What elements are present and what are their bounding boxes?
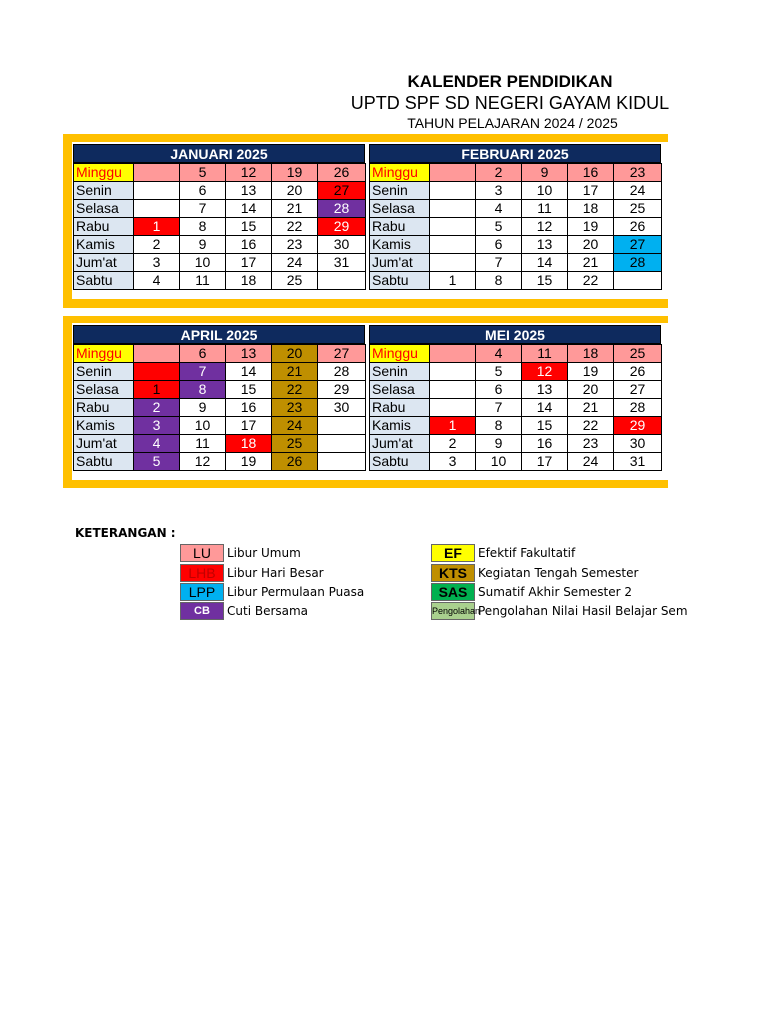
week-row xyxy=(370,453,662,471)
week-row xyxy=(74,417,366,435)
legend-label: Kegiatan Tengah Semester xyxy=(478,565,639,580)
date-cell: 28 xyxy=(614,254,662,272)
date-cell xyxy=(430,345,476,363)
week-row xyxy=(370,236,662,254)
date-cell xyxy=(134,345,180,363)
legend-item xyxy=(431,543,575,562)
school-name: UPTD SPF SD NEGERI GAYAM KIDUL xyxy=(350,93,670,113)
date-cell: 14 xyxy=(522,399,568,417)
date-cell: 2 xyxy=(430,435,476,453)
legend-swatch: CB xyxy=(180,602,224,620)
legend-item xyxy=(180,563,324,582)
date-cell: 12 xyxy=(226,164,272,182)
date-cell: 8 xyxy=(180,381,226,399)
week-row xyxy=(370,182,662,200)
calendar-january xyxy=(73,144,365,290)
date-cell xyxy=(134,363,180,381)
date-cell xyxy=(134,200,180,218)
date-cell: 10 xyxy=(180,417,226,435)
day-label: Rabu xyxy=(74,218,134,236)
month-grid xyxy=(73,344,366,471)
date-cell: 3 xyxy=(134,417,180,435)
date-cell: 26 xyxy=(318,164,366,182)
week-row xyxy=(370,200,662,218)
date-cell: 22 xyxy=(568,272,614,290)
date-cell xyxy=(430,254,476,272)
date-cell: 19 xyxy=(226,453,272,471)
day-label: Jum'at xyxy=(74,254,134,272)
day-label: Sabtu xyxy=(74,453,134,471)
week-row xyxy=(74,200,366,218)
day-label: Senin xyxy=(74,182,134,200)
date-cell: 5 xyxy=(134,453,180,471)
date-cell: 14 xyxy=(226,200,272,218)
day-label: Senin xyxy=(370,363,430,381)
date-cell: 1 xyxy=(430,272,476,290)
date-cell: 14 xyxy=(522,254,568,272)
date-cell: 18 xyxy=(568,200,614,218)
date-cell: 11 xyxy=(522,345,568,363)
date-cell: 22 xyxy=(568,417,614,435)
date-cell: 13 xyxy=(522,236,568,254)
date-cell: 8 xyxy=(476,272,522,290)
date-cell: 23 xyxy=(568,435,614,453)
date-cell: 21 xyxy=(568,254,614,272)
date-cell: 30 xyxy=(318,399,366,417)
date-cell: 29 xyxy=(318,218,366,236)
month-header: FEBRUARI 2025 xyxy=(369,144,661,163)
date-cell xyxy=(430,218,476,236)
date-cell: 6 xyxy=(180,345,226,363)
date-cell xyxy=(318,435,366,453)
date-cell xyxy=(318,417,366,435)
date-cell: 25 xyxy=(272,272,318,290)
legend-title: KETERANGAN : xyxy=(75,526,176,540)
week-row xyxy=(74,182,366,200)
date-cell: 7 xyxy=(476,399,522,417)
week-row xyxy=(74,399,366,417)
date-cell xyxy=(430,381,476,399)
date-cell: 12 xyxy=(522,363,568,381)
day-label: Jum'at xyxy=(74,435,134,453)
legend-swatch: EF xyxy=(431,544,475,562)
date-cell: 15 xyxy=(522,417,568,435)
legend-item xyxy=(431,601,688,620)
date-cell: 4 xyxy=(134,272,180,290)
week-row xyxy=(370,381,662,399)
date-cell: 8 xyxy=(476,417,522,435)
legend-swatch: KTS xyxy=(431,564,475,582)
date-cell: 10 xyxy=(476,453,522,471)
date-cell: 17 xyxy=(568,182,614,200)
date-cell: 14 xyxy=(226,363,272,381)
date-cell: 31 xyxy=(614,453,662,471)
date-cell: 21 xyxy=(272,200,318,218)
month-grid xyxy=(369,344,662,471)
date-cell: 4 xyxy=(134,435,180,453)
date-cell: 16 xyxy=(226,399,272,417)
day-label: Rabu xyxy=(370,218,430,236)
date-cell: 24 xyxy=(568,453,614,471)
week-row xyxy=(370,435,662,453)
week-row xyxy=(370,363,662,381)
date-cell: 13 xyxy=(226,345,272,363)
date-cell xyxy=(430,363,476,381)
date-cell: 25 xyxy=(272,435,318,453)
date-cell: 7 xyxy=(180,200,226,218)
date-cell: 1 xyxy=(134,381,180,399)
academic-year: TAHUN PELAJARAN 2024 / 2025 xyxy=(407,115,618,131)
date-cell: 6 xyxy=(476,381,522,399)
day-label: Kamis xyxy=(74,236,134,254)
day-label: Selasa xyxy=(370,200,430,218)
legend-item xyxy=(431,563,638,582)
day-label: Minggu xyxy=(370,164,430,182)
day-label: Jum'at xyxy=(370,254,430,272)
day-label: Rabu xyxy=(370,399,430,417)
date-cell: 26 xyxy=(614,218,662,236)
date-cell: 16 xyxy=(226,236,272,254)
date-cell: 3 xyxy=(430,453,476,471)
date-cell: 21 xyxy=(568,399,614,417)
legend-item xyxy=(431,582,632,601)
date-cell: 15 xyxy=(226,381,272,399)
day-label: Minggu xyxy=(74,345,134,363)
date-cell xyxy=(318,272,366,290)
date-cell: 4 xyxy=(476,345,522,363)
date-cell: 3 xyxy=(134,254,180,272)
date-cell: 12 xyxy=(522,218,568,236)
legend-label: Pengolahan Nilai Hasil Belajar Sem xyxy=(478,603,688,618)
date-cell: 16 xyxy=(522,435,568,453)
date-cell xyxy=(430,164,476,182)
week-row xyxy=(74,254,366,272)
week-row xyxy=(370,254,662,272)
date-cell: 5 xyxy=(476,218,522,236)
date-cell: 26 xyxy=(272,453,318,471)
date-cell: 19 xyxy=(568,218,614,236)
date-cell: 9 xyxy=(180,236,226,254)
legend-label: Libur Permulaan Puasa xyxy=(227,584,365,599)
date-cell: 24 xyxy=(272,417,318,435)
legend-swatch: LHB xyxy=(180,564,224,582)
date-cell xyxy=(134,182,180,200)
date-cell xyxy=(430,236,476,254)
date-cell: 2 xyxy=(134,399,180,417)
week-row xyxy=(370,218,662,236)
day-label: Kamis xyxy=(370,236,430,254)
date-cell: 11 xyxy=(180,435,226,453)
date-cell: 16 xyxy=(568,164,614,182)
date-cell: 27 xyxy=(318,182,366,200)
week-row xyxy=(74,272,366,290)
legend-swatch: SAS xyxy=(431,583,475,601)
calendar-may xyxy=(369,325,661,471)
month-grid xyxy=(369,163,662,290)
date-cell: 5 xyxy=(180,164,226,182)
date-cell: 23 xyxy=(272,399,318,417)
date-cell: 1 xyxy=(430,417,476,435)
date-cell: 20 xyxy=(272,182,318,200)
week-row xyxy=(74,381,366,399)
date-cell: 19 xyxy=(568,363,614,381)
week-row xyxy=(370,272,662,290)
date-cell: 1 xyxy=(134,218,180,236)
day-label: Senin xyxy=(370,182,430,200)
month-grid xyxy=(73,163,366,290)
day-label: Kamis xyxy=(370,417,430,435)
date-cell: 28 xyxy=(318,363,366,381)
calendar-february xyxy=(369,144,661,290)
date-cell: 24 xyxy=(272,254,318,272)
date-cell xyxy=(134,164,180,182)
week-row xyxy=(74,363,366,381)
week-row xyxy=(74,435,366,453)
week-row xyxy=(370,345,662,363)
date-cell: 6 xyxy=(476,236,522,254)
date-cell xyxy=(318,453,366,471)
date-cell: 4 xyxy=(476,200,522,218)
page-title: KALENDER PENDIDIKAN xyxy=(407,72,613,91)
date-cell: 29 xyxy=(614,417,662,435)
week-row xyxy=(74,164,366,182)
date-cell: 12 xyxy=(180,453,226,471)
date-cell: 27 xyxy=(318,345,366,363)
day-label: Selasa xyxy=(74,200,134,218)
date-cell: 23 xyxy=(272,236,318,254)
date-cell: 17 xyxy=(226,417,272,435)
date-cell: 3 xyxy=(476,182,522,200)
calendar-april xyxy=(73,325,365,471)
legend-label: Libur Hari Besar xyxy=(227,565,324,580)
date-cell: 6 xyxy=(180,182,226,200)
date-cell: 15 xyxy=(226,218,272,236)
date-cell: 21 xyxy=(272,363,318,381)
week-row xyxy=(74,236,366,254)
date-cell: 28 xyxy=(614,399,662,417)
legend-item xyxy=(180,582,364,601)
date-cell: 27 xyxy=(614,381,662,399)
day-label: Sabtu xyxy=(370,272,430,290)
date-cell: 18 xyxy=(226,435,272,453)
date-cell: 11 xyxy=(180,272,226,290)
date-cell: 26 xyxy=(614,363,662,381)
date-cell: 10 xyxy=(522,182,568,200)
date-cell: 22 xyxy=(272,218,318,236)
date-cell xyxy=(614,272,662,290)
date-cell: 25 xyxy=(614,345,662,363)
legend-swatch: LU xyxy=(180,544,224,562)
week-row xyxy=(74,218,366,236)
week-row xyxy=(74,453,366,471)
day-label: Rabu xyxy=(74,399,134,417)
legend-label: Sumatif Akhir Semester 2 xyxy=(478,584,632,599)
date-cell xyxy=(430,182,476,200)
date-cell: 9 xyxy=(522,164,568,182)
date-cell: 7 xyxy=(476,254,522,272)
date-cell: 5 xyxy=(476,363,522,381)
date-cell: 13 xyxy=(226,182,272,200)
date-cell: 10 xyxy=(180,254,226,272)
date-cell: 11 xyxy=(522,200,568,218)
legend-item xyxy=(180,601,308,620)
date-cell: 23 xyxy=(614,164,662,182)
day-label: Sabtu xyxy=(370,453,430,471)
day-label: Minggu xyxy=(74,164,134,182)
legend-swatch: Pengolahan xyxy=(431,602,475,620)
day-label: Minggu xyxy=(370,345,430,363)
legend-label: Cuti Bersama xyxy=(227,603,309,618)
day-label: Jum'at xyxy=(370,435,430,453)
date-cell: 20 xyxy=(568,236,614,254)
week-row xyxy=(370,399,662,417)
date-cell: 20 xyxy=(272,345,318,363)
date-cell: 18 xyxy=(568,345,614,363)
date-cell xyxy=(430,200,476,218)
date-cell: 30 xyxy=(318,236,366,254)
date-cell: 17 xyxy=(226,254,272,272)
date-cell: 29 xyxy=(318,381,366,399)
legend-swatch: LPP xyxy=(180,583,224,601)
date-cell: 25 xyxy=(614,200,662,218)
day-label: Kamis xyxy=(74,417,134,435)
date-cell: 28 xyxy=(318,200,366,218)
month-header: APRIL 2025 xyxy=(73,325,365,344)
day-label: Sabtu xyxy=(74,272,134,290)
date-cell: 24 xyxy=(614,182,662,200)
day-label: Selasa xyxy=(74,381,134,399)
date-cell: 2 xyxy=(134,236,180,254)
date-cell: 20 xyxy=(568,381,614,399)
date-cell: 27 xyxy=(614,236,662,254)
date-cell: 9 xyxy=(180,399,226,417)
date-cell: 13 xyxy=(522,381,568,399)
date-cell: 31 xyxy=(318,254,366,272)
date-cell: 18 xyxy=(226,272,272,290)
legend-item xyxy=(180,543,301,562)
date-cell: 7 xyxy=(180,363,226,381)
legend-label: Efektif Fakultatif xyxy=(478,545,576,560)
date-cell: 22 xyxy=(272,381,318,399)
day-label: Senin xyxy=(74,363,134,381)
legend-label: Libur Umum xyxy=(227,545,301,560)
date-cell: 8 xyxy=(180,218,226,236)
date-cell: 19 xyxy=(272,164,318,182)
day-label: Selasa xyxy=(370,381,430,399)
date-cell: 2 xyxy=(476,164,522,182)
date-cell: 17 xyxy=(522,453,568,471)
date-cell: 15 xyxy=(522,272,568,290)
month-header: MEI 2025 xyxy=(369,325,661,344)
week-row xyxy=(370,417,662,435)
date-cell: 30 xyxy=(614,435,662,453)
date-cell: 9 xyxy=(476,435,522,453)
month-header: JANUARI 2025 xyxy=(73,144,365,163)
date-cell xyxy=(430,399,476,417)
week-row xyxy=(370,164,662,182)
week-row xyxy=(74,345,366,363)
